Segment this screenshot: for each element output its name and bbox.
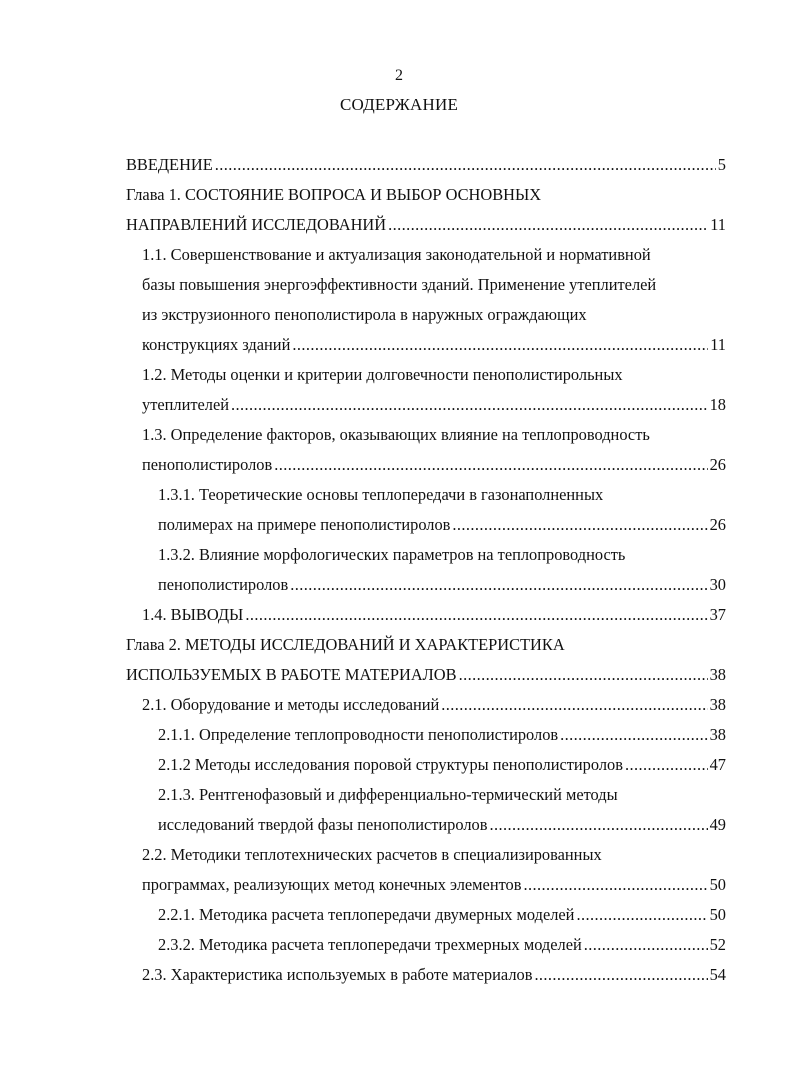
toc-entry-1-4[interactable] [142,600,726,630]
toc-entry-2-3-2[interactable] [158,930,726,960]
toc-entry-1-1-line-4[interactable] [142,330,726,360]
toc-entry-chapter-1-line-2[interactable] [126,210,726,240]
toc-entry-text: пенополистиролов [142,455,273,474]
toc-entry-text: пенополистиролов [158,575,289,594]
dot-leader [625,750,708,780]
toc-entry-text: ИСПОЛЬЗУЕМЫХ В РАБОТЕ МАТЕРИАЛОВ [126,665,457,684]
toc-page-number: 26 [709,515,726,534]
toc-entry-text: программах, реализующих метод конечных элементов [142,875,522,894]
toc-page-number: 11 [710,215,726,234]
dot-leader [489,810,707,840]
toc-entry-text: базы повышения энергоэффективности зданий. Применение утеплителей [142,275,657,294]
toc-page-number: 37 [709,605,726,624]
toc-page-number: 18 [709,395,726,414]
toc-entry-text: 2.1.2 Методы исследования поровой структуры пенополистиролов [158,755,623,774]
dot-leader [290,570,707,600]
toc-page-number: 38 [709,725,726,744]
toc-entry-text: 2.3. Характеристика используемых в работе материалов [142,965,533,984]
toc-entry-chapter-2-line-2[interactable] [126,660,726,690]
toc-entry-2-2-line-2[interactable] [142,870,726,900]
toc-entry-1-2-line-1[interactable] [142,360,623,390]
toc-page-number: 38 [709,665,726,684]
toc-page-number: 50 [709,875,726,894]
toc-entry-text: Глава 2. МЕТОДЫ ИССЛЕДОВАНИЙ И ХАРАКТЕРИСТИКА [126,635,565,654]
toc-entry-2-1-3-line-2[interactable] [158,810,726,840]
dot-leader [215,150,716,180]
toc-entry-1-3-2-line-2[interactable] [158,570,726,600]
dot-leader [523,870,707,900]
toc-entry-introduction[interactable] [126,150,726,180]
toc-page-number: 11 [710,335,726,354]
toc-page-number: 5 [717,155,726,174]
toc-page-number: 47 [709,755,726,774]
toc-entry-text: из экструзионного пенополистирола в наружных ограждающих [142,305,587,324]
toc-entry-2-1-3-line-1[interactable] [158,780,618,810]
toc-entry-1-3-1-line-2[interactable] [158,510,726,540]
toc-entry-text: 2.3.2. Методика расчета теплопередачи трехмерных моделей [158,935,582,954]
toc-entry-text: 2.1.1. Определение теплопроводности пенополистиролов [158,725,559,744]
dot-leader [245,600,707,630]
toc-entry-text: 2.2. Методики теплотехнических расчетов в специализированных [142,845,602,864]
dot-leader [534,960,707,990]
dot-leader [560,720,707,750]
toc-entry-text: 1.3.1. Теоретические основы теплопередачи в газонаполненных [158,485,604,504]
toc-title: СОДЕРЖАНИЕ [339,95,459,114]
toc-entry-1-3-2-line-1[interactable] [158,540,625,570]
toc-entry-text: полимерах на примере пенополистиролов [158,515,451,534]
toc-entry-2-3[interactable] [142,960,726,990]
toc-page-number: 54 [709,965,726,984]
toc-entry-chapter-1-line-1[interactable] [126,180,541,210]
toc-entry-2-2-line-1[interactable] [142,840,602,870]
toc-entry-2-1-2[interactable] [158,750,726,780]
toc-page-number: 30 [709,575,726,594]
toc-entry-2-1[interactable] [142,690,726,720]
toc-entry-chapter-2-line-1[interactable] [126,630,565,660]
toc-entry-text: 2.1.3. Рентгенофазовый и дифференциально-термический методы [158,785,618,804]
toc-entry-text: конструкциях зданий [142,335,291,354]
toc-page-number: 38 [709,695,726,714]
toc-entry-1-2-line-2[interactable] [142,390,726,420]
toc-entry-text: 2.1. Оборудование и методы исследований [142,695,440,714]
dot-leader [388,210,708,240]
toc-entry-text: Глава 1. СОСТОЯНИЕ ВОПРОСА И ВЫБОР ОСНОВНЫХ [126,185,542,204]
toc-entry-1-3-1-line-1[interactable] [158,480,603,510]
toc-entry-text: утеплителей [142,395,230,414]
toc-entry-1-1-line-3[interactable] [142,300,587,330]
dot-leader [231,390,708,420]
toc-entry-text: 1.2. Методы оценки и критерии долговечности пенополистирольных [142,365,623,384]
toc-page-number: 52 [709,935,726,954]
toc-entry-text: 1.3.2. Влияние морфологических параметров на теплопроводность [158,545,626,564]
toc-entry-text: 1.1. Совершенствование и актуализация законодательной и нормативной [142,245,651,264]
toc-entry-text: 1.4. ВЫВОДЫ [142,605,244,624]
toc-entry-1-3-line-1[interactable] [142,420,650,450]
toc-entry-1-1-line-1[interactable] [142,240,651,270]
page-number: 2 [395,67,403,84]
dot-leader [274,450,707,480]
toc-entry-text: ВВЕДЕНИЕ [126,155,213,174]
toc-page-number: 26 [709,455,726,474]
toc-entry-2-2-1[interactable] [158,900,726,930]
toc-entry-text: исследований твердой фазы пенополистиролов [158,815,488,834]
toc-page-number: 50 [709,905,726,924]
dot-leader [292,330,708,360]
dot-leader [452,510,707,540]
toc-entry-1-1-line-2[interactable] [142,270,656,300]
toc-entry-text: 2.2.1. Методика расчета теплопередачи двумерных моделей [158,905,575,924]
dot-leader [584,930,708,960]
toc-page-number: 49 [709,815,726,834]
dot-leader [576,900,707,930]
toc-entry-1-3-line-2[interactable] [142,450,726,480]
toc-entry-text: 1.3. Определение факторов, оказывающих влияние на теплопроводность [142,425,650,444]
toc-entry-text: НАПРАВЛЕНИЙ ИССЛЕДОВАНИЙ [126,215,387,234]
dot-leader [459,660,708,690]
toc-entry-2-1-1[interactable] [158,720,726,750]
dot-leader [441,690,707,720]
